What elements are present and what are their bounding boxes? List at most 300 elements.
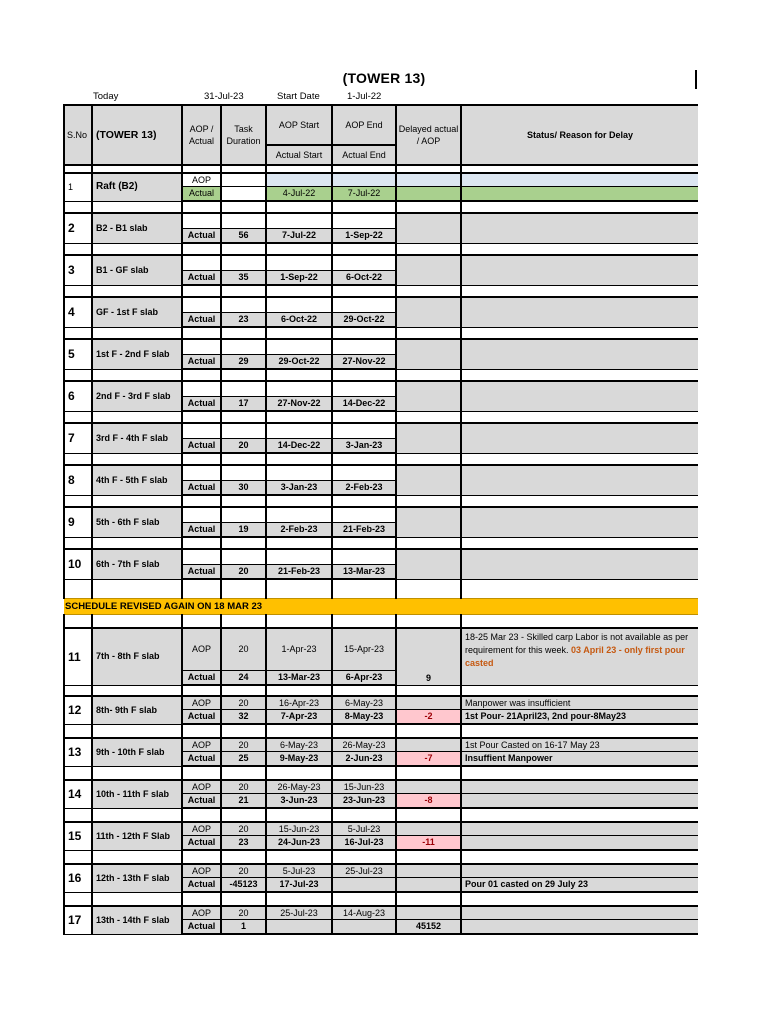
status-text xyxy=(461,864,698,878)
spacer-row xyxy=(64,327,698,339)
empty-cell xyxy=(182,495,221,507)
empty-cell xyxy=(221,685,266,696)
empty-cell xyxy=(461,537,698,549)
actual-label: Actual xyxy=(182,710,221,725)
empty-cell xyxy=(92,285,182,297)
empty-cell xyxy=(92,766,182,780)
aop-label: AOP xyxy=(182,822,221,836)
empty-cell xyxy=(332,808,396,822)
actual-start: 7-Jul-22 xyxy=(266,229,332,244)
empty-cell xyxy=(461,369,698,381)
empty-cell xyxy=(182,615,221,629)
delay-cell xyxy=(396,549,461,579)
empty-cell xyxy=(461,453,698,465)
actual-label: Actual xyxy=(182,878,221,893)
delay-value: -2 xyxy=(396,710,461,725)
status-cell xyxy=(461,339,698,369)
empty-cell xyxy=(266,495,332,507)
empty-cell xyxy=(221,808,266,822)
empty-cell xyxy=(461,495,698,507)
empty-cell xyxy=(182,201,221,213)
status-highlight: 03 April 23 - only first pour casted xyxy=(465,645,685,669)
actual-start: 2-Feb-23 xyxy=(266,523,332,538)
empty-cell xyxy=(396,495,461,507)
empty-cell xyxy=(64,892,92,906)
delay-cell xyxy=(396,339,461,369)
empty-cell xyxy=(266,297,332,313)
task-duration: 20 xyxy=(221,565,266,580)
empty-cell xyxy=(396,724,461,738)
empty-cell xyxy=(182,724,221,738)
empty-cell xyxy=(332,327,396,339)
empty-cell xyxy=(266,685,332,696)
empty-cell xyxy=(64,411,92,423)
empty-cell xyxy=(266,285,332,297)
header-sno: S.No xyxy=(64,105,92,165)
row-number: 7 xyxy=(64,423,92,453)
actual-start: 9-May-23 xyxy=(266,752,332,767)
row-number: 6 xyxy=(64,381,92,411)
actual-start: 29-Oct-22 xyxy=(266,355,332,370)
task-name: 8th- 9th F slab xyxy=(92,696,182,724)
status-text: Manpower was insufficient xyxy=(461,696,698,710)
empty-cell xyxy=(461,173,698,187)
empty-cell xyxy=(182,255,221,271)
header-delayed: Delayed actual / AOP xyxy=(396,105,461,165)
empty-cell xyxy=(461,201,698,213)
row-number: 12 xyxy=(64,696,92,724)
header-aop-start: AOP Start xyxy=(266,105,332,145)
empty-cell xyxy=(396,685,461,696)
empty-cell xyxy=(92,453,182,465)
aop-label: AOP xyxy=(182,780,221,794)
revised-aop-row xyxy=(64,906,698,920)
empty-cell xyxy=(266,766,332,780)
actual-end: 16-Jul-23 xyxy=(332,836,396,851)
status-text: 1st Pour- 21April23, 2nd pour-8May23 xyxy=(461,710,698,725)
empty-cell xyxy=(396,327,461,339)
empty-cell xyxy=(92,165,182,173)
empty-cell xyxy=(221,766,266,780)
task-name: 3rd F - 4th F slab xyxy=(92,423,182,453)
empty-cell xyxy=(221,327,266,339)
empty-cell xyxy=(221,465,266,481)
delay-cell xyxy=(396,906,461,920)
empty-cell xyxy=(221,495,266,507)
empty-cell xyxy=(461,724,698,738)
actual-start: 21-Feb-23 xyxy=(266,565,332,580)
actual-end: 2-Jun-23 xyxy=(332,752,396,767)
actual-label: Actual xyxy=(182,565,221,580)
actual-end: 29-Oct-22 xyxy=(332,313,396,328)
row-number: 11 xyxy=(64,628,92,685)
delay-value: -11 xyxy=(396,836,461,851)
empty-cell xyxy=(332,549,396,565)
delay-cell xyxy=(396,465,461,495)
empty-cell xyxy=(266,411,332,423)
sheet-title: (TOWER 13) xyxy=(342,70,426,86)
empty-cell xyxy=(396,165,461,173)
empty-cell xyxy=(332,766,396,780)
empty-cell xyxy=(396,453,461,465)
aop-end: 15-Apr-23 xyxy=(332,628,396,671)
empty-cell xyxy=(332,892,396,906)
empty-cell xyxy=(64,165,92,173)
empty-cell xyxy=(182,411,221,423)
empty-cell xyxy=(221,892,266,906)
empty-cell xyxy=(64,808,92,822)
empty-cell xyxy=(64,850,92,864)
spacer-row xyxy=(64,165,698,173)
actual-label: Actual xyxy=(182,671,221,686)
aop-label: AOP xyxy=(182,173,221,187)
empty-cell xyxy=(92,808,182,822)
spacer-row xyxy=(64,892,698,906)
empty-cell xyxy=(266,369,332,381)
actual-end: 1-Sep-22 xyxy=(332,229,396,244)
empty-cell xyxy=(461,285,698,297)
empty-cell xyxy=(92,537,182,549)
task-name: 11th - 12th F Slab xyxy=(92,822,182,850)
empty-cell xyxy=(64,327,92,339)
empty-cell xyxy=(221,187,266,202)
status-cell xyxy=(461,255,698,285)
task-name: 6th - 7th F slab xyxy=(92,549,182,579)
delay-value: -7 xyxy=(396,752,461,767)
status-text: Pour 01 casted on 29 July 23 xyxy=(461,878,698,893)
empty-cell xyxy=(266,173,332,187)
actual-start: 17-Jul-23 xyxy=(266,878,332,893)
status-cell xyxy=(461,381,698,411)
spacer-row xyxy=(64,537,698,549)
aop-end: 14-Aug-23 xyxy=(332,906,396,920)
empty-cell xyxy=(396,615,461,629)
delay-cell xyxy=(396,864,461,878)
aop-label: AOP xyxy=(182,696,221,710)
start-date-value: 1-Jul-22 xyxy=(347,91,382,102)
slab-row xyxy=(64,465,698,481)
empty-cell xyxy=(266,808,332,822)
slab-row xyxy=(64,423,698,439)
empty-cell xyxy=(332,423,396,439)
empty-cell xyxy=(182,766,221,780)
spacer-row xyxy=(64,685,698,696)
actual-start: 1-Sep-22 xyxy=(266,271,332,286)
empty-cell xyxy=(64,615,92,629)
empty-cell xyxy=(182,213,221,229)
aop-duration: 20 xyxy=(221,628,266,671)
spacer-row xyxy=(64,453,698,465)
empty-cell xyxy=(332,213,396,229)
task-name: 1st F - 2nd F slab xyxy=(92,339,182,369)
aop-label: AOP xyxy=(182,738,221,752)
task-name: 7th - 8th F slab xyxy=(92,628,182,685)
empty-cell xyxy=(182,685,221,696)
aop-duration: 20 xyxy=(221,780,266,794)
empty-cell xyxy=(92,243,182,255)
task-name: B2 - B1 slab xyxy=(92,213,182,243)
row-number: 5 xyxy=(64,339,92,369)
aop-start: 5-Jul-23 xyxy=(266,864,332,878)
slab-row xyxy=(64,381,698,397)
aop-duration: 20 xyxy=(221,906,266,920)
empty-cell xyxy=(92,579,182,599)
aop-end: 15-Jun-23 xyxy=(332,780,396,794)
delay-cell xyxy=(396,381,461,411)
empty-cell xyxy=(182,381,221,397)
empty-cell xyxy=(461,165,698,173)
schedule-revised-banner xyxy=(64,599,698,615)
row-11-aop xyxy=(64,628,698,671)
header-actual-start: Actual Start xyxy=(266,145,332,165)
task-name: 2nd F - 3rd F slab xyxy=(92,381,182,411)
aop-start: 25-Jul-23 xyxy=(266,906,332,920)
aop-end: 5-Jul-23 xyxy=(332,822,396,836)
task-name: 9th - 10th F slab xyxy=(92,738,182,766)
header-aop-end: AOP End xyxy=(332,105,396,145)
revised-aop-row xyxy=(64,864,698,878)
empty-cell xyxy=(221,369,266,381)
empty-cell xyxy=(396,808,461,822)
empty-cell xyxy=(182,507,221,523)
actual-label: Actual xyxy=(182,794,221,809)
task-name: Raft (B2) xyxy=(92,173,182,201)
task-duration: 56 xyxy=(221,229,266,244)
actual-end: 3-Jan-23 xyxy=(332,439,396,454)
start-date-label: Start Date xyxy=(277,91,320,102)
empty-cell xyxy=(221,423,266,439)
actual-end: 13-Mar-23 xyxy=(332,565,396,580)
empty-cell xyxy=(64,495,92,507)
empty-cell xyxy=(396,766,461,780)
empty-cell xyxy=(182,850,221,864)
empty-cell xyxy=(221,201,266,213)
empty-cell xyxy=(92,327,182,339)
actual-start: 6-Oct-22 xyxy=(266,313,332,328)
task-duration: 1 xyxy=(221,920,266,935)
task-name: 5th - 6th F slab xyxy=(92,507,182,537)
empty-cell xyxy=(266,465,332,481)
spacer-row xyxy=(64,243,698,255)
empty-cell xyxy=(92,892,182,906)
empty-cell xyxy=(182,549,221,565)
actual-label: Actual xyxy=(182,481,221,496)
revised-aop-row xyxy=(64,822,698,836)
delay-cell xyxy=(396,213,461,243)
empty-cell xyxy=(182,892,221,906)
header-row xyxy=(64,105,698,145)
empty-cell xyxy=(221,579,266,599)
today-value: 31-Jul-23 xyxy=(204,91,244,102)
empty-cell xyxy=(92,724,182,738)
spacer-row xyxy=(64,285,698,297)
header-task-duration: Task Duration xyxy=(221,105,266,165)
empty-cell xyxy=(92,411,182,423)
row-number: 1 xyxy=(64,173,92,201)
empty-cell xyxy=(332,465,396,481)
actual-start: 7-Apr-23 xyxy=(266,710,332,725)
row-number: 4 xyxy=(64,297,92,327)
empty-cell xyxy=(92,369,182,381)
empty-cell xyxy=(221,173,266,187)
row-number: 13 xyxy=(64,738,92,766)
empty-cell xyxy=(396,173,461,187)
empty-cell xyxy=(221,453,266,465)
empty-cell xyxy=(221,615,266,629)
empty-cell xyxy=(221,297,266,313)
empty-cell xyxy=(182,423,221,439)
row-number: 17 xyxy=(64,906,92,934)
status-text xyxy=(461,822,698,836)
delay-cell xyxy=(396,780,461,794)
status-text xyxy=(461,920,698,935)
delay-cell xyxy=(396,628,461,685)
empty-cell xyxy=(332,173,396,187)
schedule-revised-banner-text: SCHEDULE REVISED AGAIN ON 18 MAR 23 xyxy=(64,599,698,615)
spacer-row xyxy=(64,766,698,780)
task-name: 13th - 14th F slab xyxy=(92,906,182,934)
spacer-row xyxy=(64,808,698,822)
status-cell xyxy=(461,213,698,243)
empty-cell xyxy=(221,507,266,523)
empty-cell xyxy=(396,892,461,906)
row-number: 9 xyxy=(64,507,92,537)
empty-cell xyxy=(461,850,698,864)
status-text xyxy=(461,780,698,794)
delay-value: 9 xyxy=(425,672,431,683)
task-duration: -45123 xyxy=(221,878,266,893)
empty-cell xyxy=(332,453,396,465)
actual-end xyxy=(332,920,396,935)
task-duration: 30 xyxy=(221,481,266,496)
status-cell xyxy=(461,628,698,685)
empty-cell xyxy=(182,465,221,481)
status-text xyxy=(461,794,698,809)
revised-aop-row xyxy=(64,738,698,752)
empty-cell xyxy=(332,724,396,738)
delay-cell xyxy=(396,423,461,453)
empty-cell xyxy=(92,850,182,864)
delay-cell xyxy=(396,255,461,285)
spacer-row xyxy=(64,369,698,381)
empty-cell xyxy=(461,685,698,696)
empty-cell xyxy=(332,285,396,297)
aop-duration: 20 xyxy=(221,822,266,836)
empty-cell xyxy=(266,243,332,255)
empty-cell xyxy=(266,850,332,864)
empty-cell xyxy=(396,187,461,202)
empty-cell xyxy=(332,339,396,355)
empty-cell xyxy=(332,850,396,864)
actual-label: Actual xyxy=(182,397,221,412)
empty-cell xyxy=(221,411,266,423)
empty-cell xyxy=(182,369,221,381)
task-duration: 23 xyxy=(221,836,266,851)
empty-cell xyxy=(64,766,92,780)
empty-cell xyxy=(332,201,396,213)
empty-cell xyxy=(461,766,698,780)
slab-row xyxy=(64,255,698,271)
actual-label: Actual xyxy=(182,313,221,328)
empty-cell xyxy=(266,423,332,439)
actual-label: Actual xyxy=(182,439,221,454)
today-label: Today xyxy=(93,91,119,102)
empty-cell xyxy=(461,808,698,822)
task-duration: 19 xyxy=(221,523,266,538)
empty-cell xyxy=(332,579,396,599)
actual-label: Actual xyxy=(182,920,221,935)
actual-end: 23-Jun-23 xyxy=(332,794,396,809)
aop-start: 6-May-23 xyxy=(266,738,332,752)
spacer-row xyxy=(64,615,698,629)
empty-cell xyxy=(221,285,266,297)
empty-cell xyxy=(182,339,221,355)
status-cell xyxy=(461,465,698,495)
row-number: 16 xyxy=(64,864,92,892)
aop-duration: 20 xyxy=(221,738,266,752)
actual-end: 14-Dec-22 xyxy=(332,397,396,412)
empty-cell xyxy=(461,579,698,599)
actual-label: Actual xyxy=(182,355,221,370)
actual-start: 3-Jan-23 xyxy=(266,481,332,496)
empty-cell xyxy=(64,579,92,599)
actual-end: 7-Jul-22 xyxy=(332,187,396,202)
task-duration: 23 xyxy=(221,313,266,328)
empty-cell xyxy=(461,411,698,423)
empty-cell xyxy=(332,297,396,313)
delay-cell xyxy=(396,738,461,752)
empty-cell xyxy=(182,453,221,465)
empty-cell xyxy=(396,537,461,549)
empty-cell xyxy=(332,685,396,696)
empty-cell xyxy=(221,255,266,271)
row-number: 8 xyxy=(64,465,92,495)
header-aop-actual: AOP / Actual xyxy=(182,105,221,165)
actual-start: 14-Dec-22 xyxy=(266,439,332,454)
spacer-row xyxy=(64,495,698,507)
empty-cell xyxy=(266,507,332,523)
raft-aop-row xyxy=(64,173,698,187)
empty-cell xyxy=(221,537,266,549)
empty-cell xyxy=(332,507,396,523)
empty-cell xyxy=(64,685,92,696)
empty-cell xyxy=(64,537,92,549)
status-cell xyxy=(461,423,698,453)
empty-cell xyxy=(182,327,221,339)
aop-start: 26-May-23 xyxy=(266,780,332,794)
task-name: 12th - 13th F slab xyxy=(92,864,182,892)
actual-end: 6-Apr-23 xyxy=(332,671,396,686)
empty-cell xyxy=(221,165,266,173)
delay-cell xyxy=(396,696,461,710)
empty-cell xyxy=(182,285,221,297)
row-number: 10 xyxy=(64,549,92,579)
empty-cell xyxy=(461,892,698,906)
aop-end: 6-May-23 xyxy=(332,696,396,710)
empty-cell xyxy=(332,369,396,381)
empty-cell xyxy=(266,201,332,213)
actual-label: Actual xyxy=(182,187,221,202)
actual-start: 13-Mar-23 xyxy=(266,671,332,686)
task-name: B1 - GF slab xyxy=(92,255,182,285)
empty-cell xyxy=(64,453,92,465)
empty-cell xyxy=(332,615,396,629)
empty-cell xyxy=(266,724,332,738)
delay-cell xyxy=(396,822,461,836)
status-text: Insuffient Manpower xyxy=(461,752,698,767)
task-name: 4th F - 5th F slab xyxy=(92,465,182,495)
aop-end: 25-Jul-23 xyxy=(332,864,396,878)
